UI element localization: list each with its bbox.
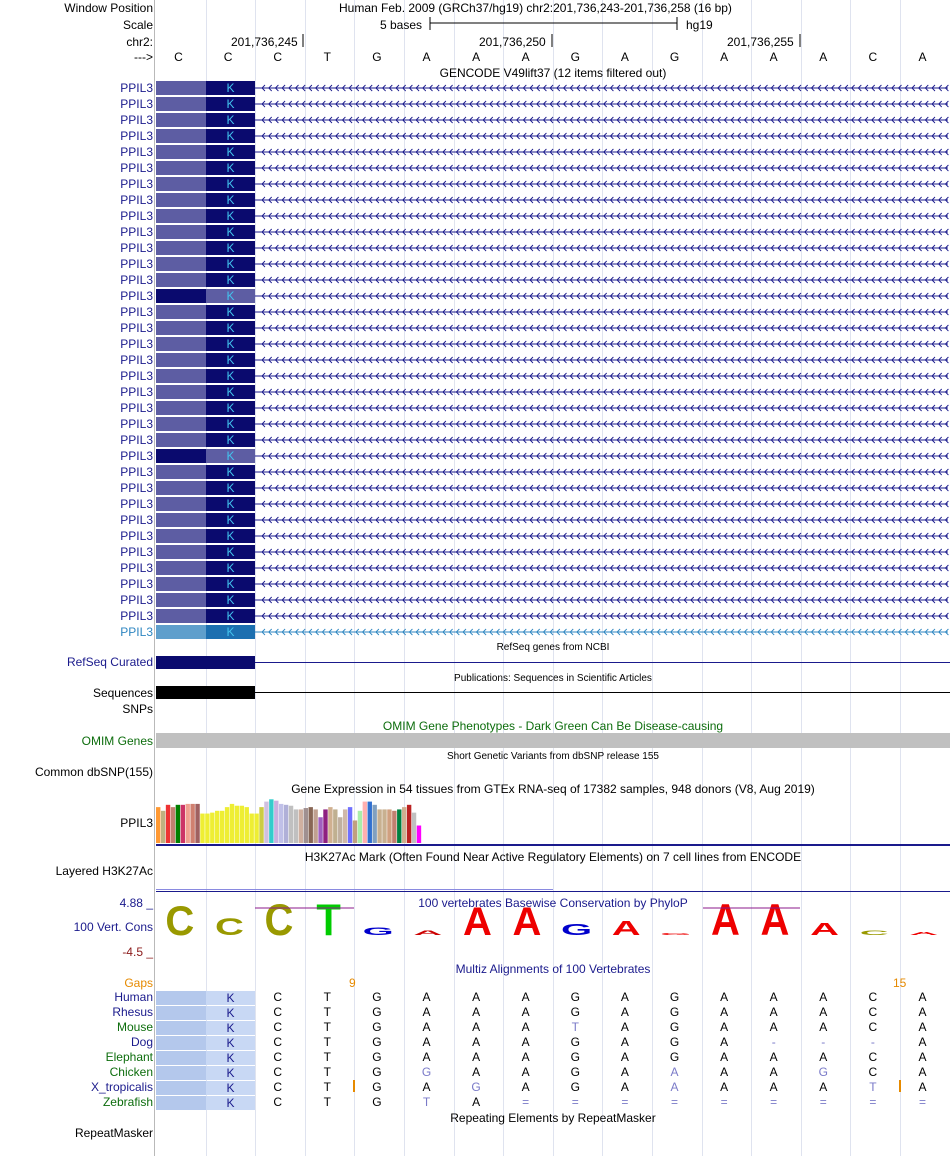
species-base: G [372,1095,382,1109]
species-base: A [521,1050,530,1064]
species-base: - [771,1035,776,1049]
species-codon-block[interactable]: K [206,1051,255,1065]
species-base: G [570,1080,580,1094]
species-base: A [819,1020,828,1034]
gencode-transcript-label[interactable]: PPIL3 [120,177,153,191]
species-base: C [273,990,283,1004]
phylop-base-letter[interactable]: A [512,900,542,944]
gencode-codon-block[interactable]: K [206,545,255,559]
species-base: T [571,1020,579,1034]
coordinate-tick-label: 201,736,255 [727,35,794,49]
species-base: A [521,1020,530,1034]
species-base: A [521,1005,530,1019]
species-base: A [720,1005,729,1019]
species-codon-block[interactable]: K [206,1066,255,1080]
gencode-transcript-label[interactable]: PPIL3 [120,145,153,159]
gencode-transcript-label[interactable]: PPIL3 [120,97,153,111]
gencode-transcript-label[interactable]: PPIL3 [120,305,153,319]
gencode-codon-block[interactable]: K [206,97,255,111]
gencode-codon-block[interactable]: K [206,577,255,591]
gencode-codon-block[interactable]: K [206,369,255,383]
phylop-base-letter[interactable]: G [660,932,692,936]
gencode-codon-block[interactable]: K [206,257,255,271]
species-base: G [570,1050,580,1064]
reference-base: C [223,50,233,64]
gencode-transcript-label[interactable]: PPIL3 [120,433,153,447]
reference-base: A [472,50,481,64]
gencode-codon-block[interactable]: K [206,337,255,351]
gencode-transcript-label[interactable]: PPIL3 [120,161,153,175]
gencode-transcript-label[interactable]: PPIL3 [120,577,153,591]
refseq-track-title[interactable]: RefSeq genes from NCBI [496,642,610,653]
phylop-base-letter[interactable]: C [264,895,294,945]
species-label[interactable]: Human [114,990,153,1004]
species-label[interactable]: Chicken [109,1065,153,1079]
species-base: T [422,1095,431,1109]
species-base: A [720,1035,729,1049]
gencode-transcript-label[interactable]: PPIL3 [120,81,153,95]
species-label[interactable]: Mouse [116,1020,153,1034]
gencode-transcript-label[interactable]: PPIL3 [120,385,153,399]
insertion-marker [899,1080,901,1092]
species-base: T [323,1050,331,1064]
species-label[interactable]: Rhesus [112,1005,153,1019]
gencode-transcript-label[interactable]: PPIL3 [120,401,153,415]
species-base: A [918,990,927,1004]
reference-base: T [323,50,331,64]
species-base: C [273,1020,283,1034]
phylop-base-letter[interactable]: G [362,925,394,938]
gencode-transcript-label[interactable]: PPIL3 [120,225,153,239]
species-base: T [323,1080,331,1094]
species-base: G [372,1005,382,1019]
species-base: A [472,1005,481,1019]
gencode-transcript-label[interactable]: PPIL3 [120,481,153,495]
species-base: G [372,990,382,1004]
species-base: A [670,1080,679,1094]
species-base: G [372,1035,382,1049]
phylop-base-letter[interactable]: A [710,895,740,945]
h3k27ac-track-title[interactable]: H3K27Ac Mark (Often Found Near Active Regulatory Elements) on 7 cell lines from ENCODE [304,850,802,864]
species-base: C [273,1065,283,1079]
species-base: A [521,1065,530,1079]
species-base: G [669,990,680,1004]
species-alignment-block[interactable] [156,1081,206,1095]
gencode-codon-block[interactable]: K [206,401,255,415]
gencode-transcript-label[interactable]: PPIL3 [120,545,153,559]
species-base: = [770,1095,778,1109]
gencode-transcript-label[interactable]: PPIL3 [120,321,153,335]
gencode-transcript-label[interactable]: PPIL3 [120,257,153,271]
assembly-short-label: hg19 [686,18,713,32]
species-base: T [869,1080,877,1094]
species-base: A [819,990,828,1004]
species-codon-block[interactable]: K [206,1006,255,1020]
species-base: C [273,1035,283,1049]
gencode-codon-block[interactable]: K [206,385,255,399]
gencode-codon-block[interactable]: K [206,193,255,207]
repeatmasker-track-title[interactable]: Repeating Elements by RepeatMasker [450,1111,656,1125]
species-base: G [421,1065,432,1079]
gencode-codon-block[interactable]: K [206,81,255,95]
species-base: A [472,1020,481,1034]
gencode-transcript-label[interactable]: PPIL3 [120,337,153,351]
species-base: = [522,1095,530,1109]
repeatmasker-track-label[interactable]: RepeatMasker [74,1126,153,1140]
species-base: G [669,1050,680,1064]
gencode-codon-block[interactable]: K [206,625,255,639]
gencode-track-title[interactable]: GENCODE V49lift37 (12 items filtered out) [439,66,667,80]
phylop-base-letter[interactable]: A [611,916,641,940]
phylop-base-letter[interactable]: A [462,900,492,944]
species-codon-block[interactable]: K [206,1096,255,1110]
gaps-label: Gaps [124,976,153,990]
species-base: A [720,1080,729,1094]
assembly-position: Human Feb. 2009 (GRCh37/hg19) chr2:201,736,243-201,736,258 (16 bp) [339,1,732,15]
gencode-codon-block[interactable]: K [206,241,255,255]
phylop-base-letter[interactable]: C [214,913,244,941]
species-base: G [372,1020,382,1034]
gap-marker: 9 [349,976,356,990]
phylop-base-letter[interactable]: T [316,895,341,945]
species-base: A [521,1035,530,1049]
dbsnp-track-title[interactable]: Short Genetic Variants from dbSNP release 155 [447,751,659,762]
species-base: A [620,990,629,1004]
gencode-transcript-label[interactable]: PPIL3 [120,193,153,207]
sequences-track-label[interactable]: Sequences [92,686,153,700]
phylop-base-letter[interactable]: A [909,931,939,937]
species-base: T [323,1095,331,1109]
species-alignment-block[interactable] [156,1096,206,1110]
species-base: C [273,1095,283,1109]
species-base: = [720,1095,728,1109]
species-base: A [472,1065,481,1079]
species-base: G [818,1065,828,1079]
reference-base: A [720,50,729,64]
species-base: - [870,1035,875,1049]
gencode-codon-block[interactable]: K [206,417,255,431]
species-codon-block[interactable]: K [206,1036,255,1050]
species-base: G [372,1065,382,1079]
species-base: A [472,1035,481,1049]
species-base: G [570,1065,580,1079]
scale-label: Scale [122,18,153,32]
species-base: A [620,1050,629,1064]
gencode-codon-block[interactable]: K [206,449,255,463]
species-base: A [620,1080,629,1094]
species-base: G [570,1035,580,1049]
species-base: C [868,1005,878,1019]
reference-base: A [521,50,530,64]
gencode-transcript-label[interactable]: PPIL3 [120,625,153,639]
species-base: C [273,1050,283,1064]
reference-base: A [620,50,629,64]
species-base: C [868,990,878,1004]
species-alignment-block[interactable] [156,1051,206,1065]
species-base: A [720,1065,729,1079]
species-base: A [422,1035,431,1049]
snps-label[interactable]: SNPs [122,702,153,716]
species-label[interactable]: Zebrafish [102,1095,153,1109]
gencode-transcript-label[interactable]: PPIL3 [120,593,153,607]
gencode-codon-block[interactable]: K [206,353,255,367]
species-base: A [422,1005,431,1019]
species-label[interactable]: Dog [130,1035,153,1049]
species-base: A [769,1050,778,1064]
species-base: A [769,1065,778,1079]
species-base: - [821,1035,826,1049]
reference-base: C [868,50,878,64]
gencode-transcript-label[interactable]: PPIL3 [120,353,153,367]
reference-base: G [669,50,680,64]
species-base: T [323,1005,331,1019]
species-base: A [620,1020,629,1034]
species-base: A [918,1020,927,1034]
species-base: A [422,1020,431,1034]
phylop-base-letter[interactable]: C [859,929,889,937]
gencode-codon-block[interactable]: K [206,465,255,479]
omim-track-label[interactable]: OMIM Genes [81,734,153,748]
species-base: A [918,1005,927,1019]
reference-base: A [918,50,927,64]
gtex-track-title[interactable]: Gene Expression in 54 tissues from GTEx RNA-seq of 17382 samples, 948 donors (V8, Aug 2019) [291,782,815,796]
species-base: A [819,1050,828,1064]
species-base: G [669,1005,680,1019]
strand-label: ---> [134,50,153,64]
species-base: C [868,1050,878,1064]
gencode-codon-block[interactable]: K [206,129,255,143]
species-base: A [720,990,729,1004]
phylop-base-letter[interactable]: A [413,929,443,937]
phylop-track-label[interactable]: 100 Vert. Cons [73,920,153,934]
reference-base: A [422,50,431,64]
dbsnp-track-label[interactable]: Common dbSNP(155) [34,765,153,779]
reference-base: A [819,50,828,64]
gencode-transcript-label[interactable]: PPIL3 [120,465,153,479]
reference-base: C [174,50,183,64]
species-base: C [868,1020,878,1034]
species-base: T [323,1035,331,1049]
phylop-track-title[interactable]: 100 vertebrates Basewise Conservation by PhyloP [418,896,688,910]
gencode-codon-block[interactable]: K [206,289,255,303]
gencode-transcript-label[interactable]: PPIL3 [120,529,153,543]
species-base: = [819,1095,827,1109]
species-codon-block[interactable]: K [206,1021,255,1035]
gencode-transcript-label[interactable]: PPIL3 [120,209,153,223]
species-base: = [571,1095,579,1109]
species-alignment-block[interactable] [156,1066,206,1080]
gencode-codon-block[interactable]: K [206,273,255,287]
gencode-transcript-label[interactable]: PPIL3 [120,241,153,255]
phylop-min-label: -4.5 _ [122,945,153,959]
species-base: T [323,1065,331,1079]
gencode-codon-block[interactable]: K [206,113,255,127]
species-alignment-block[interactable] [156,1006,206,1020]
insertion-marker [353,1080,355,1092]
multiz-track-title[interactable]: Multiz Alignments of 100 Vertebrates [455,962,651,976]
species-base: A [472,1050,481,1064]
species-base: A [918,1050,927,1064]
species-base: = [918,1095,926,1109]
gencode-transcript-label[interactable]: PPIL3 [120,561,153,575]
species-base: G [669,1035,680,1049]
reference-base: C [273,50,283,64]
gencode-transcript-label[interactable]: PPIL3 [120,369,153,383]
species-base: A [422,1050,431,1064]
species-codon-block[interactable]: K [206,991,255,1005]
phylop-base-letter[interactable]: A [810,919,840,939]
species-base: A [769,990,778,1004]
gencode-codon-block[interactable]: K [206,321,255,335]
species-base: G [570,990,580,1004]
publications-track-title[interactable]: Publications: Sequences in Scientific Articles [454,673,652,684]
window-position-label: Window Position [64,1,153,15]
gencode-transcript-label[interactable]: PPIL3 [120,417,153,431]
species-base: A [720,1050,729,1064]
gencode-transcript-label[interactable]: PPIL3 [120,289,153,303]
phylop-base-letter[interactable]: A [760,895,790,945]
gap-marker: 15 [893,976,907,990]
scale-bar-label: 5 bases [380,18,423,32]
gencode-codon-block[interactable]: K [206,209,255,223]
phylop-base-letter[interactable]: C [165,897,195,945]
species-base: A [472,1095,481,1109]
species-base: A [620,1065,629,1079]
species-base: A [422,1080,431,1094]
species-codon-block[interactable]: K [206,1081,255,1095]
gencode-codon-block[interactable]: K [206,609,255,623]
gencode-codon-block[interactable]: K [206,161,255,175]
species-base: A [769,1080,778,1094]
species-base: A [918,1035,927,1049]
species-base: A [472,990,481,1004]
species-base: A [819,1005,828,1019]
chr-label: chr2: [126,35,153,49]
species-base: A [521,1080,530,1094]
species-base: G [372,1080,382,1094]
gencode-codon-block[interactable]: K [206,593,255,607]
species-base: A [521,990,530,1004]
gencode-codon-block[interactable]: K [206,497,255,511]
reference-base: A [769,50,778,64]
species-base: T [323,990,331,1004]
species-base: A [720,1020,729,1034]
phylop-base-letter[interactable]: G [561,921,593,939]
gencode-transcript-label[interactable]: PPIL3 [120,609,153,623]
phylop-max-label: 4.88 _ [119,896,153,910]
gencode-transcript-label[interactable]: PPIL3 [120,449,153,463]
species-base: A [918,1065,927,1079]
species-base: A [670,1065,679,1079]
gencode-codon-block[interactable]: K [206,433,255,447]
gencode-transcript-label[interactable]: PPIL3 [120,113,153,127]
coordinate-tick-label: 201,736,245 [231,35,298,49]
species-base: C [868,1065,878,1079]
gencode-codon-block[interactable]: K [206,145,255,159]
species-base: = [869,1095,877,1109]
refseq-track-label[interactable]: RefSeq Curated [66,655,153,669]
species-alignment-block[interactable] [156,1036,206,1050]
species-alignment-block[interactable] [156,1021,206,1035]
species-base: A [769,1005,778,1019]
gencode-transcript-label[interactable]: PPIL3 [120,497,153,511]
gencode-transcript-label[interactable]: PPIL3 [120,273,153,287]
gtex-track-label[interactable]: PPIL3 [120,816,153,830]
gencode-codon-block[interactable]: K [206,513,255,527]
species-base: G [372,1050,382,1064]
species-base: C [273,1005,283,1019]
gencode-codon-block[interactable]: K [206,529,255,543]
gencode-codon-block[interactable]: K [206,561,255,575]
species-base: A [620,1035,629,1049]
species-base: A [769,1020,778,1034]
gencode-codon-block[interactable]: K [206,481,255,495]
species-base: = [670,1095,678,1109]
gencode-transcript-label[interactable]: PPIL3 [120,513,153,527]
gencode-codon-block[interactable]: K [206,177,255,191]
reference-base: G [372,50,382,64]
gencode-codon-block[interactable]: K [206,225,255,239]
species-alignment-block[interactable] [156,991,206,1005]
omim-track-title[interactable]: OMIM Gene Phenotypes - Dark Green Can Be Disease-causing [382,719,724,733]
reference-base: G [570,50,580,64]
species-base: C [273,1080,283,1094]
species-label[interactable]: X_tropicalis [90,1080,153,1094]
species-base: A [918,1080,927,1094]
species-base: G [471,1080,481,1094]
species-base: A [819,1080,828,1094]
species-label[interactable]: Elephant [105,1050,153,1064]
species-base: A [422,990,431,1004]
species-base: G [570,1005,580,1019]
species-base: A [620,1005,629,1019]
h3k27ac-track-label[interactable]: Layered H3K27Ac [55,864,153,878]
species-base: G [669,1020,680,1034]
coordinate-tick-label: 201,736,250 [479,35,546,49]
species-base: T [323,1020,331,1034]
gencode-codon-block[interactable]: K [206,305,255,319]
gencode-transcript-label[interactable]: PPIL3 [120,129,153,143]
species-base: = [621,1095,629,1109]
